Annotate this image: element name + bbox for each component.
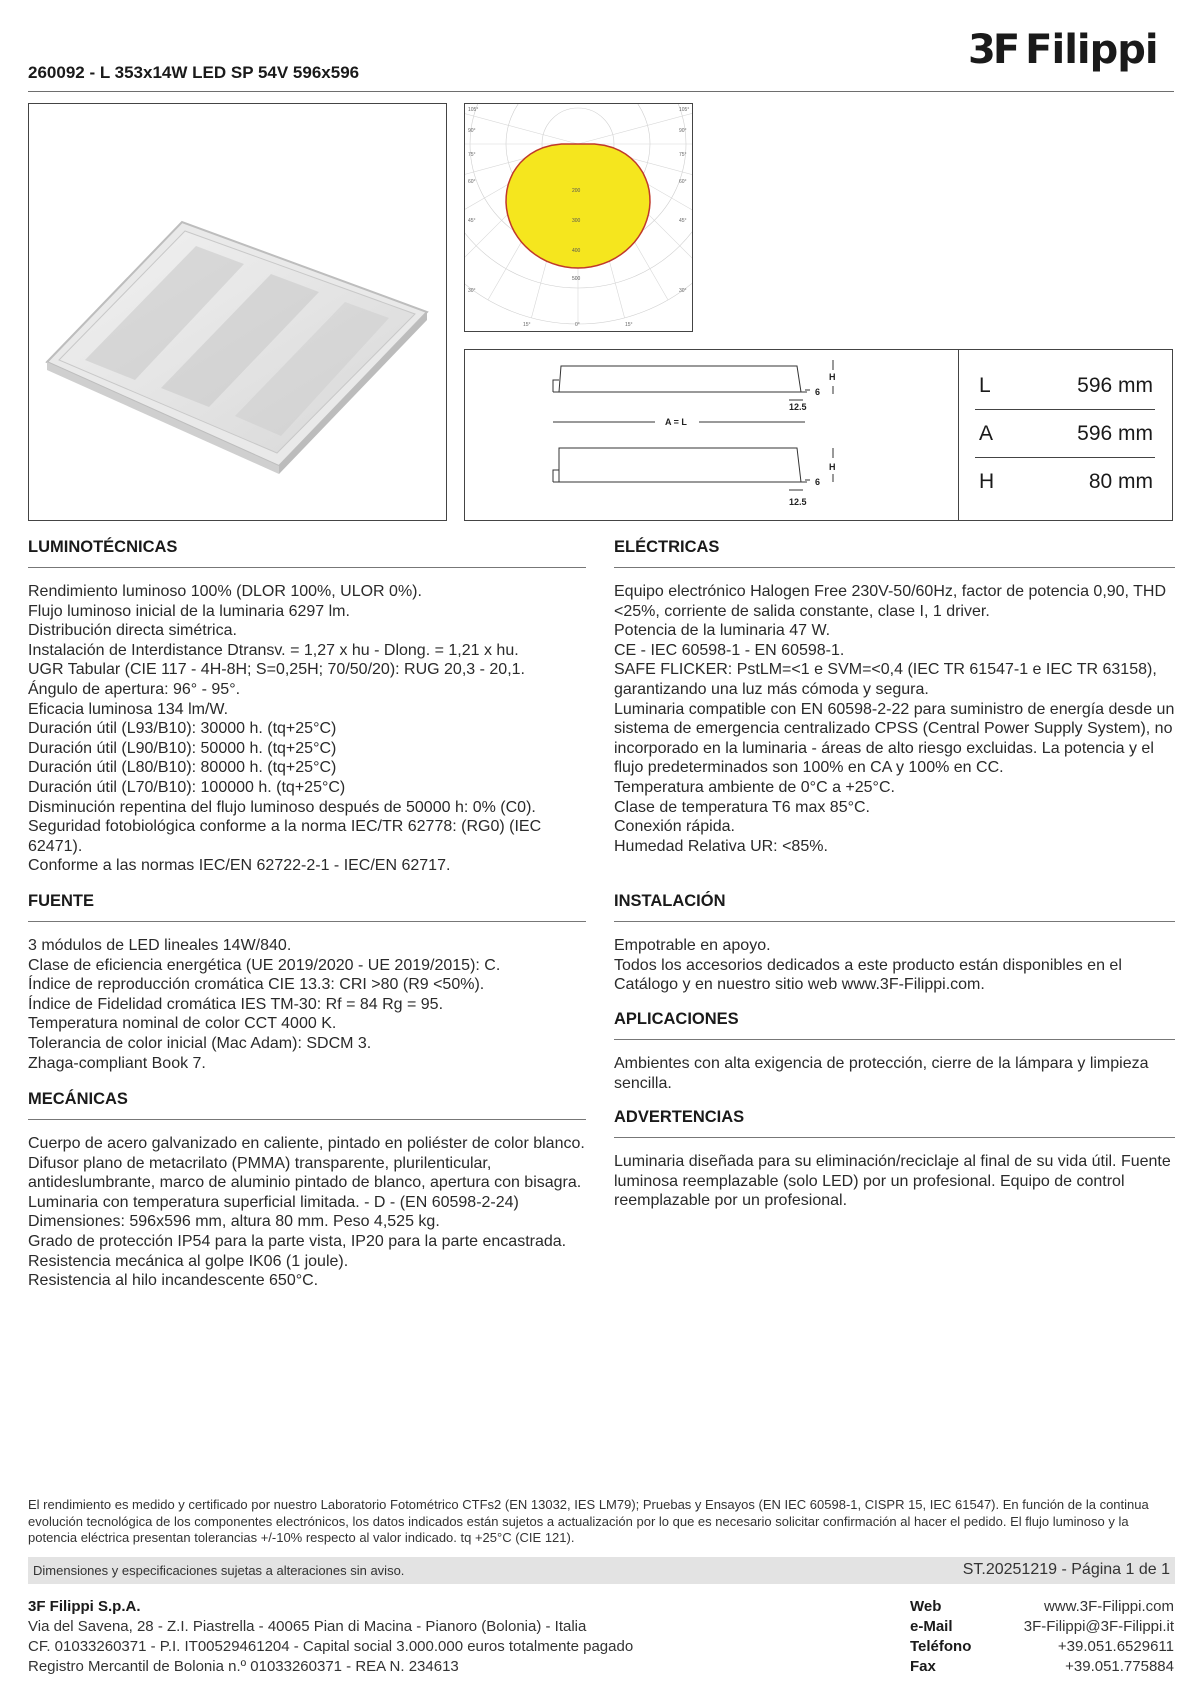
polar-spoke: [578, 104, 692, 144]
contact-label: e-Mail: [910, 1618, 953, 1635]
spec-line: Resistencia mecánica al golpe IK06 (1 joule).: [28, 1252, 349, 1270]
polar-angle-label: 30°: [468, 288, 476, 294]
contact-info: [910, 1597, 1174, 1677]
section-heading: ELÉCTRICAS: [614, 538, 1175, 568]
spec-line: Zhaga-compliant Book 7.: [28, 1054, 206, 1072]
spec-line: Potencia de la luminaria 47 W.: [614, 622, 831, 640]
section-heading: LUMINOTÉCNICAS: [28, 538, 586, 568]
spec-line: Cuerpo de acero galvanizado en caliente, pintado en poliéster de color blanco.: [28, 1135, 585, 1152]
section-advertencias: [614, 1108, 1175, 1211]
dimensions-table: [975, 362, 1155, 506]
spec-line: Ambientes con alta exigencia de protección, cierre de la lámpara y limpieza sencilla.: [614, 1055, 1149, 1092]
dim-value: 596 mm: [1077, 374, 1153, 397]
section-electricas: [614, 538, 1175, 856]
spec-line: Duración útil (L90/B10): 50000 h. (tq+25°C): [28, 739, 337, 757]
polar-svg: [465, 104, 692, 331]
disclaimer-band: [28, 1557, 1175, 1584]
spec-line: Seguridad fotobiológica conforme a la norma IEC/TR 62778: (RG0) (IEC 62471).: [28, 818, 542, 855]
polar-angle-label: 105°: [679, 107, 690, 113]
spec-line: Equipo electrónico Halogen Free 230V-50/60Hz, factor de potencia 0,90, THD <25%, corriente de salida constante, clase I, 1 driver.: [614, 583, 1167, 620]
contact-row-phone: [910, 1637, 1174, 1657]
polar-angle-labels: [468, 107, 689, 328]
spec-line: 3 módulos de LED lineales 14W/840.: [28, 937, 292, 954]
section-heading: ADVERTENCIAS: [614, 1108, 1175, 1138]
section-body: [614, 1152, 1175, 1211]
spec-line: Temperatura ambiente de 0°C a +25°C.: [614, 778, 895, 796]
dim-row-l: [975, 362, 1155, 410]
phone-number: +39.051.6529611: [1057, 1638, 1174, 1655]
spec-line: Distribución directa simétrica.: [28, 622, 237, 640]
spec-line: Rendimiento luminoso 100% (DLOR 100%, ULOR 0%).: [28, 583, 422, 600]
spec-line: Flujo luminoso inicial de la luminaria 6297 lm.: [28, 602, 350, 620]
section-heading: APLICACIONES: [614, 1010, 1175, 1040]
dim-6-bottom: 6: [815, 477, 821, 487]
section-body: [614, 936, 1175, 995]
polar-spoke: [465, 104, 578, 144]
section-body: [28, 936, 586, 1073]
section-heading: FUENTE: [28, 892, 586, 922]
polar-angle-label: 30°: [679, 288, 687, 294]
polar-angle-label: 45°: [679, 218, 687, 224]
section-luminotecnicas: [28, 538, 586, 876]
polar-angle-label: 90°: [679, 128, 687, 134]
polar-radial-label: 400: [572, 248, 581, 254]
spec-line: Resistencia al hilo incandescente 650°C.: [28, 1272, 319, 1290]
spec-line: Duración útil (L70/B10): 100000 h. (tq+25°C): [28, 778, 346, 796]
company-registry: Registro Mercantil de Bolonia n.º 01033260371 - REA N. 234613: [28, 1658, 459, 1675]
polar-radial-label: 200: [572, 188, 581, 194]
polar-angle-label: 60°: [679, 179, 687, 185]
spec-line: Duración útil (L93/B10): 30000 h. (tq+25°C): [28, 720, 337, 738]
contact-row-fax: [910, 1657, 1174, 1677]
spec-line: Empotrable en apoyo.: [614, 937, 771, 954]
polar-angle-label: 0°: [575, 322, 580, 328]
spec-line: Ángulo de apertura: 96° - 95°.: [28, 680, 241, 698]
dim-row-a: [975, 410, 1155, 458]
dim-12-5-top: 12.5: [789, 402, 807, 412]
polar-angle-label: 105°: [468, 107, 479, 113]
dim-h-bottom: H: [829, 462, 836, 472]
section-fuente: [28, 892, 586, 1073]
dim-value: 596 mm: [1077, 422, 1153, 445]
spec-line: Tolerancia de color inicial (Mac Adam): SDCM 3.: [28, 1034, 372, 1052]
spec-line: Clase de temperatura T6 max 85°C.: [614, 798, 870, 816]
spec-line: UGR Tabular (CIE 117 - 4H-8H; S=0,25H; 70/50/20): RUG 20,3 - 20,1.: [28, 661, 525, 679]
fax-number: +39.051.775884: [1065, 1658, 1174, 1675]
section-aplicaciones: [614, 1010, 1175, 1093]
spec-line: Grado de protección IP54 para la parte vista, IP20 para la parte encastrada.: [28, 1232, 567, 1250]
brand-logo: [968, 26, 1178, 74]
spec-line: Luminaria con temperatura superficial limitada. - D - (EN 60598-2-24): [28, 1193, 519, 1211]
polar-angle-label: 60°: [468, 179, 476, 185]
company-info: [28, 1597, 633, 1677]
spec-line: Todos los accesorios dedicados a este producto están disponibles en el Catálogo y en nuestro sitio web www.3F-Filippi.com.: [614, 956, 1122, 994]
polar-angle-label: 75°: [679, 152, 687, 158]
spec-line: Luminaria compatible con EN 60598-2-22 para suministro de energía desde un sistema de emergencia centralizado CPSS (Central Power Supply System), no incorporado en la luminaria - áreas de alto riesgo excluidas. La potencia y el flujo predeterminados son 100% en CA y 100% en CC.: [614, 700, 1175, 777]
product-title: 260092 - L 353x14W LED SP 54V 596x596: [28, 63, 360, 82]
spec-line: Dimensiones: 596x596 mm, altura 80 mm. Peso 4,525 kg.: [28, 1213, 440, 1231]
logo-mark: 3F: [968, 27, 1018, 73]
spec-line: Difusor plano de metacrilato (PMMA) transparente, plurilenticular, antideslumbrante, marco de aluminio pintado de blanco, apertura con bisagra.: [28, 1154, 582, 1192]
performance-footnote: El rendimiento es medido y certificado por nuestro Laboratorio Fotométrico CTFs2 (EN 13032, IES LM79); Pruebas y Ensayos (EN IEC 60598-1, CISPR 15, IEC 61547). En función de la continua evolución tecnológica de los componentes electrónicos, los datos indicados están sujetos a actualización por lo que es necesario solicitar confirmación al hacer el pedido. El flujo luminoso y la potencia eléctrica presentan tolerancias +/-10% respecto al valor indicado. tq +25°C (CIE 121).: [28, 1497, 1149, 1545]
dim-h-top: H: [829, 372, 836, 382]
section-body: [614, 582, 1175, 856]
spec-line: CE - IEC 60598-1 - EN 60598-1.: [614, 641, 845, 659]
section-mecanicas: [28, 1090, 586, 1291]
spec-line: Clase de eficiencia energética (UE 2019/2020 - UE 2019/2015): C.: [28, 956, 501, 974]
title-divider: [28, 91, 1174, 92]
company-fiscal: CF. 01033260371 - P.I. IT00529461204 - Capital social 3.000.000 euros totalmente pagado: [28, 1638, 634, 1655]
polar-radial-label: 500: [572, 276, 581, 282]
spec-line: SAFE FLICKER: PstLM=<1 e SVM=<0,4 (IEC TR 61547-1 e IEC TR 63158), garantizando una luz más cómoda y segura.: [614, 661, 1157, 698]
logo-name: Filippi: [1025, 27, 1158, 73]
dimensions-panel: [464, 349, 1173, 521]
spec-line: Índice de Fidelidad cromática IES TM-30: Rf = 84 Rg = 95.: [28, 995, 444, 1013]
section-heading: MECÁNICAS: [28, 1090, 586, 1120]
spec-line: Eficacia luminosa 134 lm/W.: [28, 700, 229, 718]
dimension-drawing: [465, 350, 958, 520]
dim-value: 80 mm: [1088, 470, 1153, 493]
disclaimer-text: Dimensiones y especificaciones sujetas a alteraciones sin aviso.: [33, 1563, 405, 1578]
dim-letter: H: [979, 470, 995, 493]
polar-radial-label: 300: [572, 218, 581, 224]
polar-angle-label: 15°: [523, 322, 531, 328]
dim-row-h: [975, 458, 1155, 506]
spec-line: Luminaria diseñada para su eliminación/reciclaje al final de su vida útil. Fuente luminosa reemplazable (solo LED) por un profesional. Equipo de control reemplazable por un profesional.: [614, 1153, 1171, 1210]
contact-label: Fax: [910, 1658, 936, 1675]
company-address: Via del Savena, 28 - Z.I. Piastrella - 40065 Pian di Macina - Pianoro (Bolonia) - Italia: [28, 1618, 587, 1635]
web-link[interactable]: www.3F-Filippi.com: [1043, 1598, 1174, 1615]
contact-row-email: [910, 1617, 1174, 1637]
product-photo: [28, 103, 447, 521]
photometric-polar-diagram: [464, 103, 693, 332]
section-instalacion: [614, 892, 1175, 995]
contact-row-web: [910, 1597, 1174, 1617]
polar-angle-label: 75°: [468, 152, 476, 158]
dim-separator: [958, 350, 959, 520]
spec-line: Conforme a las normas IEC/EN 62722-2-1 - IEC/EN 62717.: [28, 857, 451, 875]
spec-line: Disminución repentina del flujo luminoso después de 50000 h: 0% (C0).: [28, 798, 536, 816]
contact-label: Teléfono: [910, 1638, 972, 1655]
spec-line: Instalación de Interdistance Dtransv. = 1,27 x hu - Dlong. = 1,21 x hu.: [28, 641, 519, 659]
contact-label: Web: [910, 1598, 942, 1615]
spec-line: Índice de reproducción cromática CIE 13.3: CRI >80 (R9 <50%).: [28, 976, 485, 994]
dim-letter: L: [979, 374, 991, 397]
polar-angle-label: 15°: [625, 322, 633, 328]
luminaire-image: [29, 104, 446, 520]
section-body: [28, 1134, 586, 1291]
dim-6-top: 6: [815, 387, 821, 397]
section-body: [614, 1054, 1175, 1093]
dim-a-equals-l: A = L: [665, 417, 687, 427]
spec-line: Conexión rápida.: [614, 818, 735, 836]
spec-line: Duración útil (L80/B10): 80000 h. (tq+25°C): [28, 759, 337, 777]
dim-letter: A: [979, 422, 994, 445]
spec-line: Temperatura nominal de color CCT 4000 K.: [28, 1015, 337, 1033]
page-reference: ST.20251219 - Página 1 de 1: [962, 1561, 1170, 1578]
section-body: [28, 582, 586, 876]
polar-angle-label: 90°: [468, 128, 476, 134]
spec-line: Humedad Relativa UR: <85%.: [614, 837, 828, 855]
company-name: 3F Filippi S.p.A.: [28, 1598, 141, 1615]
dim-12-5-bottom: 12.5: [789, 497, 807, 507]
email-link[interactable]: 3F-Filippi@3F-Filippi.it: [1023, 1618, 1174, 1635]
section-heading: INSTALACIÓN: [614, 892, 1175, 922]
polar-angle-label: 45°: [468, 218, 476, 224]
